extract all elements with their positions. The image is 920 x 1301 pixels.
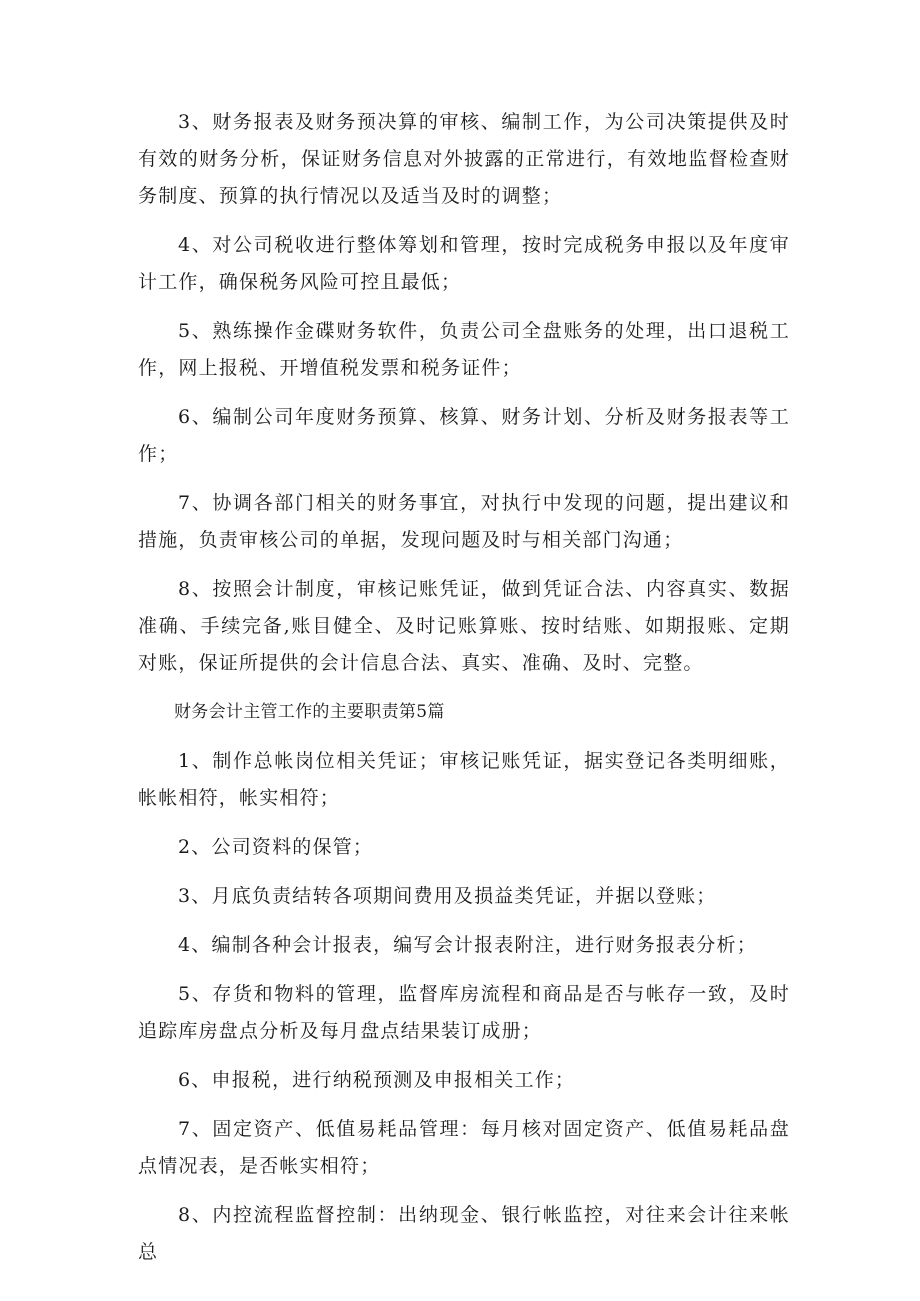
- section5-item-4: 4、编制各种会计报表，编写会计报表附注，进行财务报表分析；: [178, 934, 757, 956]
- section5-item-5: 5、存货和物料的管理，监督库房流程和商品是否与帐存一致，及时追踪库房盘点分析及每月盘点结果装订成册；: [138, 983, 790, 1042]
- section5-item-1: 1、制作总帐岗位相关凭证；审核记账凭证，据实登记各类明细账，帐帐相符，帐实相符；: [138, 750, 790, 809]
- paragraph-item-7: 7、协调各部门相关的财务事宜，对执行中发现的问题，提出建议和措施，负责审核公司的单据，发现问题及时与相关部门沟通；: [138, 492, 790, 551]
- section5-item-7: 7、固定资产、低值易耗品管理：每月核对固定资产、低值易耗品盘点情况表，是否帐实相符；: [138, 1118, 790, 1177]
- section5-item-2: 2、公司资料的保管；: [178, 836, 374, 858]
- section5-item-6: 6、申报税，进行纳税预测及申报相关工作；: [178, 1069, 576, 1091]
- paragraph-item-8: 8、按照会计制度，审核记账凭证，做到凭证合法、内容真实、数据准确、手续完备,账目健全、及时记账算账、按时结账、如期报账、定期对账，保证所提供的会计信息合法、真实、准确、及时、完整。: [138, 578, 790, 674]
- paragraph-item-6: 6、编制公司年度财务预算、核算、财务计划、分析及财务报表等工作；: [138, 406, 790, 465]
- document-body: [138, 104, 790, 1271]
- paragraph-item-5: 5、熟练操作金碟财务软件，负责公司全盘账务的处理，出口退税工作，网上报税、开增值税发票和税务证件；: [138, 320, 790, 379]
- paragraph-item-3: 3、财务报表及财务预决算的审核、编制工作，为公司决策提供及时有效的财务分析，保证财务信息对外披露的正常进行，有效地监督检查财务制度、预算的执行情况以及适当及时的调整；: [138, 111, 790, 207]
- section5-item-3: 3、月底负责结转各项期间费用及损益类凭证，并据以登账；: [178, 885, 717, 907]
- section-heading: 财务会计主管工作的主要职责第5篇: [174, 702, 445, 722]
- paragraph-item-4: 4、对公司税收进行整体筹划和管理，按时完成税务申报以及年度审计工作，确保税务风险可控且最低；: [138, 234, 790, 293]
- section5-item-8: 8、内控流程监督控制：出纳现金、银行帐监控，对往来会计往来帐总: [138, 1204, 790, 1263]
